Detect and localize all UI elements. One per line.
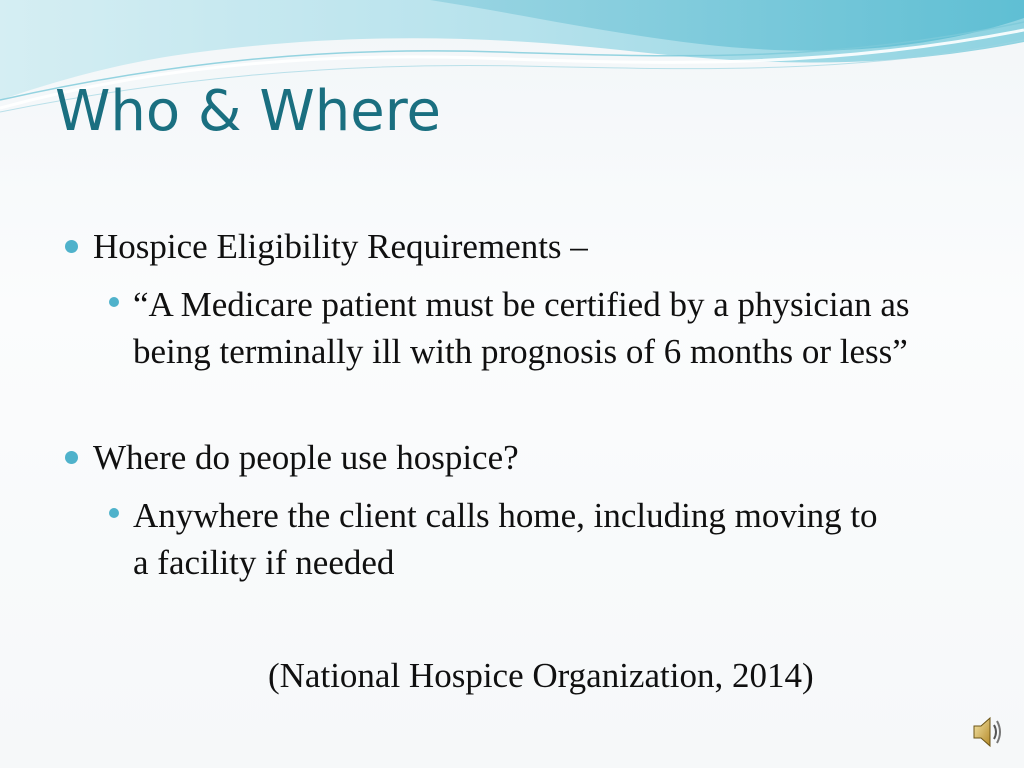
bullet-item: Hospice Eligibility Requirements – <box>93 227 588 266</box>
bullet-marker <box>109 508 119 518</box>
speaker-icon[interactable] <box>970 712 1006 752</box>
bullet-item: Where do people use hospice? <box>93 438 519 477</box>
bullet-marker <box>109 297 119 307</box>
sub-bullet-item: “A Medicare patient must be certified by a physician as being terminally ill with prognosis of 6 months or less” <box>133 285 910 371</box>
bullet-marker <box>65 451 78 464</box>
slide-title: Who & Where <box>55 79 441 144</box>
citation: (National Hospice Organization, 2014) <box>268 656 814 695</box>
sub-bullet-item: Anywhere the client calls home, including moving to a facility if needed <box>133 496 878 582</box>
bullet-marker <box>65 240 78 253</box>
